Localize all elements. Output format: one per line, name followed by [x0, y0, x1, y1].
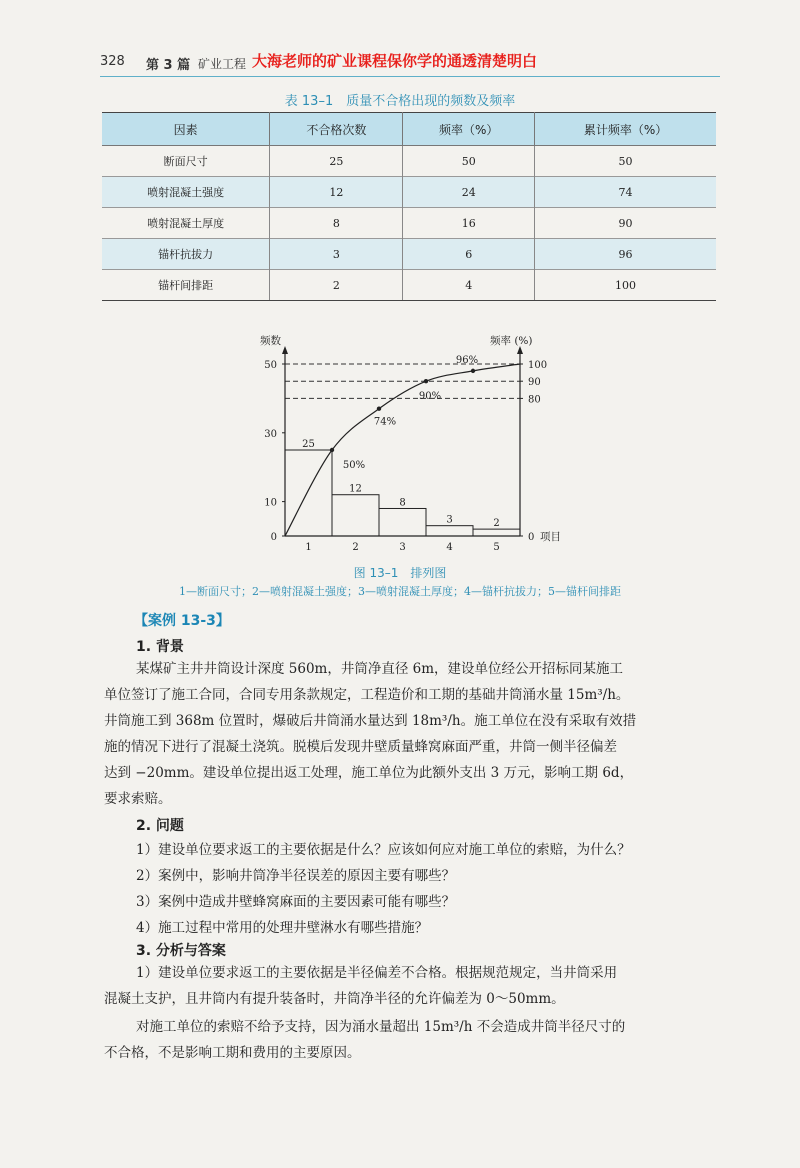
- right-tick-label: 100: [528, 360, 548, 371]
- x-tick-label: 2: [352, 542, 359, 553]
- cumulative-point: [377, 407, 381, 411]
- text-line: 单位签订了施工合同，合同专用条款规定，工程造价和工期的基础井筒涌水量 15m³/h。: [104, 687, 630, 703]
- table-row: [102, 146, 716, 177]
- table-row: [102, 270, 716, 301]
- right-tick-label: 90: [528, 377, 541, 389]
- cumulative-label: 90%: [418, 391, 442, 403]
- cell-count: 25: [270, 146, 403, 177]
- text-line: 某煤矿主井井筒设计深度 560m，井筒净直径 6m，建设单位经公开招标同某施工: [136, 661, 624, 677]
- left-tick-label: 0: [270, 532, 277, 543]
- cell-cumulative: 100: [535, 270, 716, 301]
- cell-frequency: 16: [403, 208, 535, 239]
- bar-value-label: 12: [349, 483, 362, 495]
- cell-cumulative: 50: [535, 146, 716, 177]
- cumulative-point: [330, 448, 334, 452]
- text-line: 混凝土支护，且井筒内有提升装备时，井筒净半径的允许偏差为 0～50mm。: [104, 991, 565, 1007]
- bar-3: [379, 508, 426, 536]
- cell-count: 8: [270, 208, 403, 239]
- bar-value-label: 2: [493, 518, 500, 530]
- text-line: 要求索赔。: [104, 791, 172, 807]
- table-header-row: [102, 113, 716, 146]
- text-line: 1）建设单位要求返工的主要依据是半径偏差不合格。根据规范规定，当井筒采用: [136, 965, 618, 981]
- text-line: 施的情况下进行了混凝土浇筑。脱模后发现井壁质量蜂窝麻面严重，井筒一侧半径偏差: [104, 739, 617, 755]
- x-tick-label: 4: [446, 542, 453, 553]
- cell-factor: 锚杆抗拔力: [102, 239, 270, 270]
- text-line: 井筒施工到 368m 位置时，爆破后井筒涌水量达到 18m³/h。施工单位在没有采取有效措: [104, 713, 637, 729]
- cell-count: 12: [270, 177, 403, 208]
- cell-frequency: 6: [403, 239, 535, 270]
- answers-heading: 3. 分析与答案: [136, 943, 226, 959]
- watermark-text: 大海老师的矿业课程保你学的通透清楚明白: [252, 52, 538, 70]
- bar-5: [473, 529, 520, 536]
- text-line: 对施工单位的索赔不给予支持，因为涌水量超出 15m³/h 不会造成井筒半径尺寸的: [136, 1019, 626, 1035]
- page-number: 328: [100, 54, 125, 69]
- cell-cumulative: 90: [535, 208, 716, 239]
- right-axis-arrow: [517, 346, 523, 354]
- x-tick-label: 1: [305, 542, 312, 553]
- chapter-label: 矿业工程: [198, 57, 247, 71]
- figure-title: 图 13–1 排列图: [353, 566, 447, 580]
- questions-heading: 2. 问题: [136, 818, 184, 834]
- right-tick-label: 80: [528, 394, 541, 406]
- pareto-chart: [240, 330, 580, 560]
- x-axis-title: 项目: [540, 531, 561, 543]
- left-axis-title: 频数: [260, 335, 281, 347]
- background-paragraph: [104, 656, 716, 812]
- cell-factor: 锚杆间排距: [102, 270, 270, 301]
- right-tick-label: 0: [528, 532, 535, 543]
- figure-caption: 1—断面尺寸；2—喷射混凝土强度；3—喷射混凝土厚度；4—锚杆抗拔力；5—锚杆间排距: [179, 585, 621, 598]
- header-factor: 因素: [102, 113, 270, 146]
- text-line: 达到 −20mm。建设单位提出返工处理，施工单位为此额外支出 3 万元，影响工期 6d，: [104, 765, 634, 781]
- page-header: [100, 50, 720, 74]
- cell-factor: 喷射混凝土强度: [102, 177, 270, 208]
- table-row: [102, 177, 716, 208]
- bar-value-label: 3: [446, 514, 453, 526]
- bar-4: [426, 526, 473, 536]
- right-axis-title: 频率 (%): [490, 335, 533, 347]
- bar-2: [332, 495, 379, 536]
- header-rule: [100, 76, 720, 77]
- left-tick-label: 10: [264, 497, 277, 509]
- cell-count: 2: [270, 270, 403, 301]
- table-title: 表 13–1 质量不合格出现的频数及频率: [284, 94, 516, 109]
- cumulative-point: [471, 369, 475, 373]
- case-title: 【案例 13-3】: [134, 613, 230, 629]
- header-count: 不合格次数: [270, 113, 403, 146]
- x-tick-label: 5: [493, 542, 500, 553]
- cell-frequency: 4: [403, 270, 535, 301]
- cumulative-point: [424, 379, 428, 383]
- header-frequency: 频率（%）: [403, 113, 535, 146]
- part-label: 第 3 篇: [146, 58, 191, 73]
- cell-frequency: 24: [403, 177, 535, 208]
- question-item: 1）建设单位要求返工的主要依据是什么？应该如何应对施工单位的索赔，为什么？: [136, 842, 631, 858]
- question-item: 4）施工过程中常用的处理井壁淋水有哪些措施？: [136, 920, 429, 936]
- bar-value-label: 8: [399, 497, 406, 509]
- left-axis-arrow: [282, 346, 288, 354]
- cumulative-label: 96%: [455, 354, 479, 366]
- left-tick-label: 30: [264, 428, 277, 440]
- cell-cumulative: 96: [535, 239, 716, 270]
- table-row: [102, 208, 716, 239]
- text-line: 不合格，不是影响工期和费用的主要原因。: [104, 1045, 361, 1061]
- question-item: 2）案例中，影响井筒净半径误差的原因主要有哪些？: [136, 868, 456, 884]
- cell-cumulative: 74: [535, 177, 716, 208]
- table-row: [102, 239, 716, 270]
- cell-factor: 喷射混凝土厚度: [102, 208, 270, 239]
- background-heading: 1. 背景: [136, 639, 184, 655]
- x-tick-label: 3: [399, 542, 406, 553]
- cell-frequency: 50: [403, 146, 535, 177]
- cell-factor: 断面尺寸: [102, 146, 270, 177]
- answer-paragraph-1: [104, 960, 716, 1012]
- cumulative-label: 74%: [373, 416, 397, 428]
- header-cumulative: 累计频率（%）: [535, 113, 716, 146]
- bar-value-label: 25: [302, 439, 315, 450]
- answer-paragraph-2: [104, 1014, 716, 1066]
- frequency-table: [102, 112, 716, 301]
- question-item: 3）案例中造成井壁蜂窝麻面的主要因素可能有哪些？: [136, 894, 456, 910]
- cumulative-label: 50%: [342, 460, 366, 471]
- cell-count: 3: [270, 239, 403, 270]
- left-tick-label: 50: [264, 360, 277, 371]
